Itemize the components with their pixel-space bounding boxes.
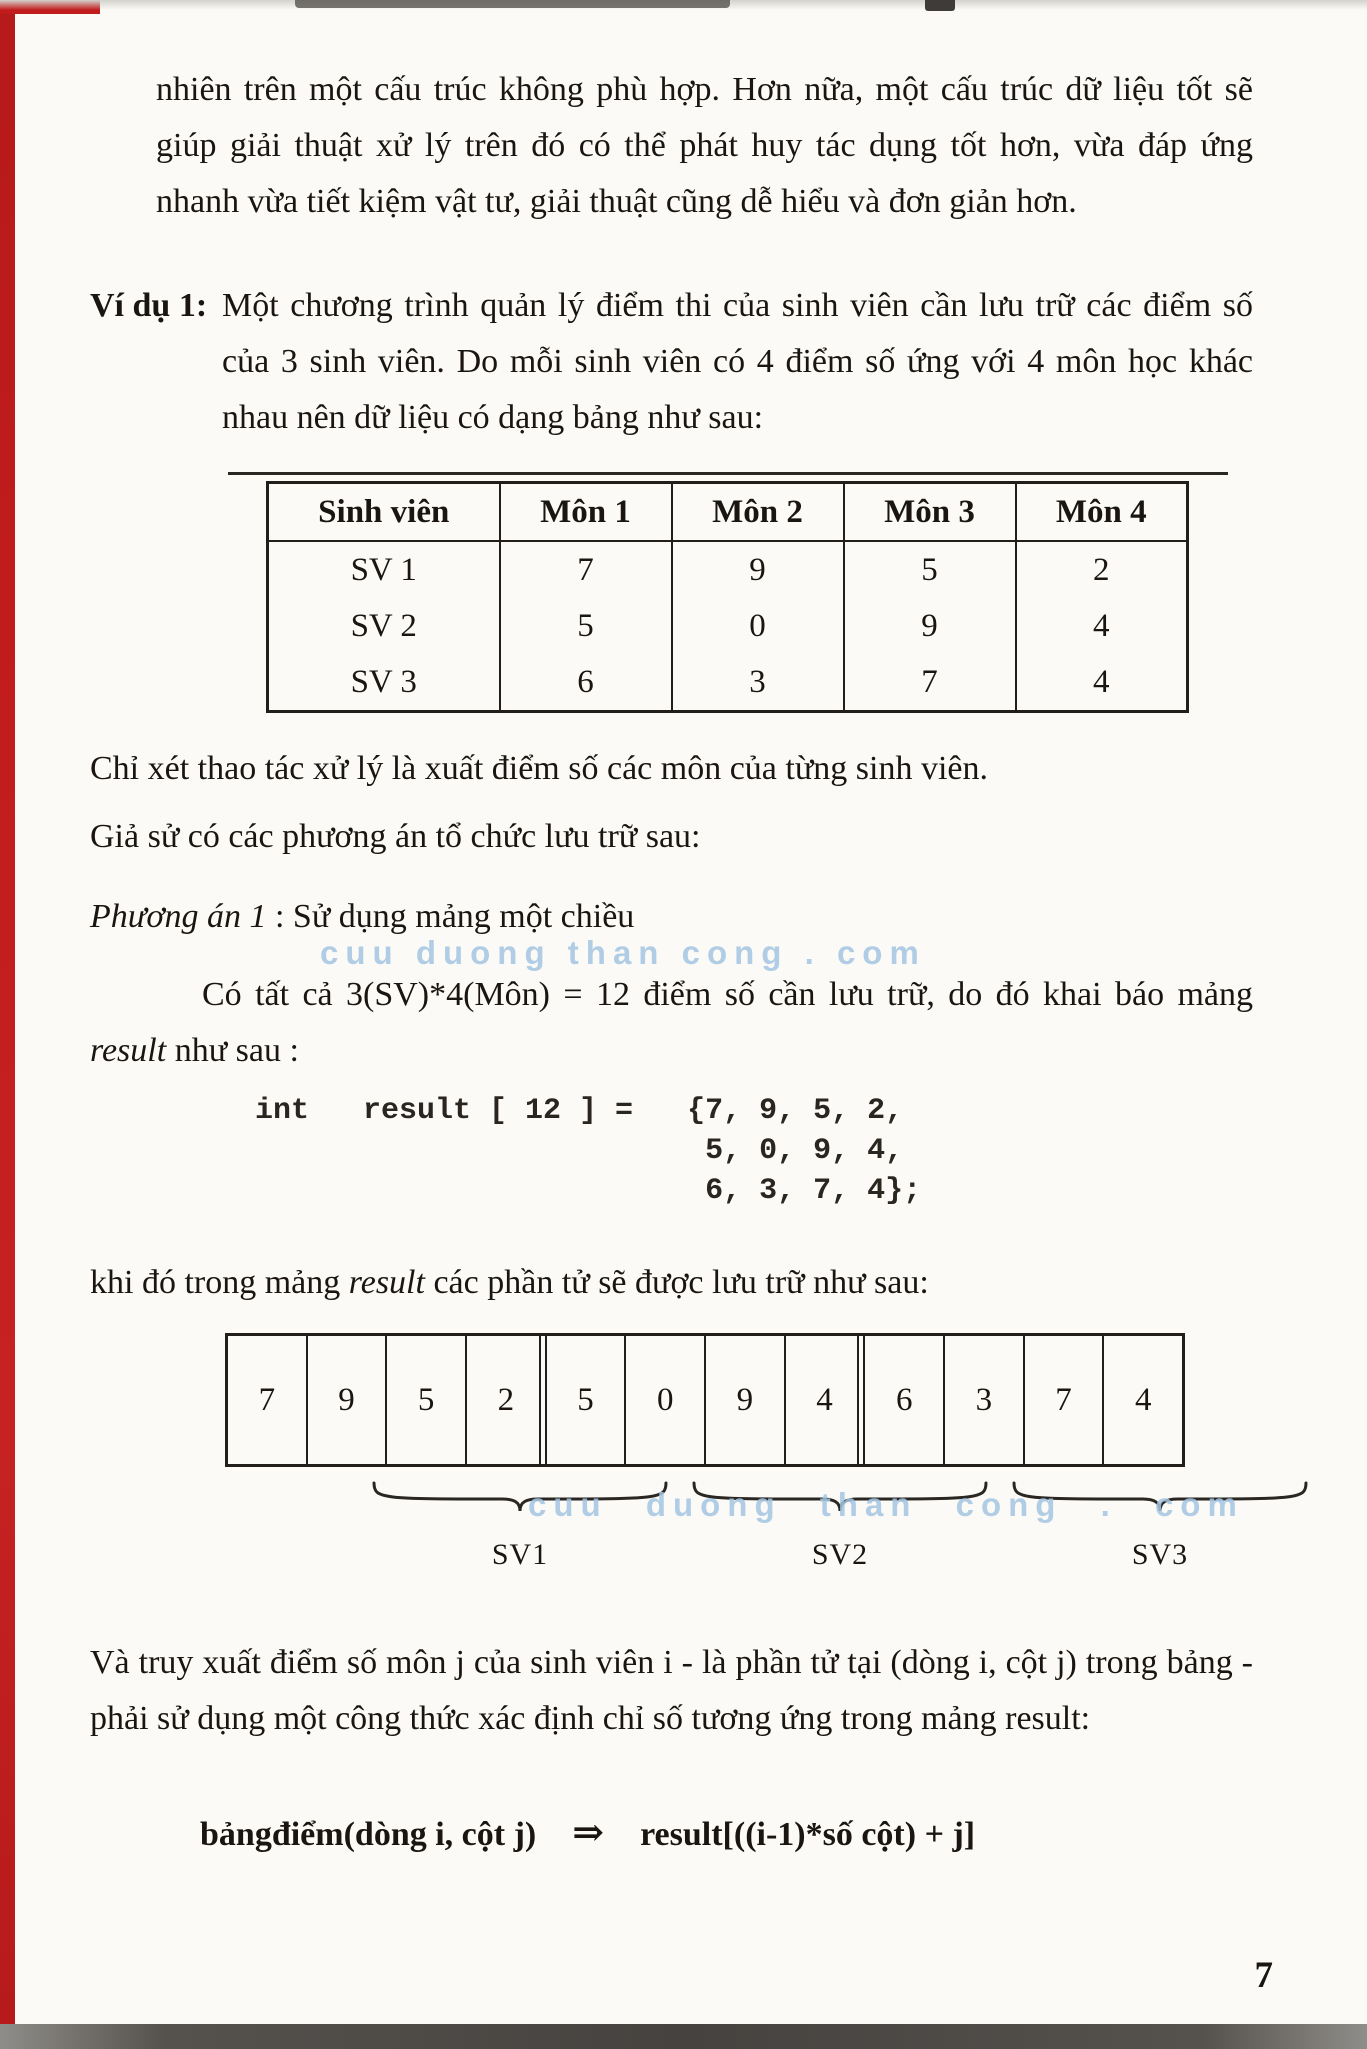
cell-sv: SV 2: [268, 598, 500, 654]
array-cell: 5: [545, 1336, 625, 1464]
table-header-row: [268, 483, 1188, 542]
when-stored-pre: khi đó trong mảng: [90, 1264, 349, 1301]
note-line-2: Giả sử có các phương án tổ chức lưu trữ sau:: [90, 818, 701, 855]
when-stored-line: [90, 1255, 1253, 1311]
formula-right: result[((i-1)*số cột) + j]: [640, 1816, 976, 1853]
result-word: result: [90, 1032, 167, 1069]
example-body: Một chương trình quản lý điểm thi của sinh viên cần lưu trữ các điểm số của 3 sinh viên. Do mỗi sinh viên có 4 điểm số ứng với 4 môn học khác nhau nên dữ liệu có dạng bảng như sau:: [222, 287, 1253, 436]
group-label-sv1: SV1: [491, 1538, 549, 1571]
array-cell: 0: [624, 1336, 704, 1464]
cell-score: 4: [1016, 598, 1188, 654]
array-cells: [225, 1333, 1185, 1467]
array-diagram: [225, 1333, 1244, 1583]
table-row: [268, 598, 1188, 654]
intro-paragraph: nhiên trên một cấu trúc không phù hợp. Hơn nữa, một cấu trúc dữ liệu tốt sẽ giúp giải thuật xử lý trên đó có thể phát huy tác dụng tốt hơn, vừa đáp ứng nhanh vừa tiết kiệm vật tư, giải thuật cũng dễ hiểu và đơn giản hơn.: [156, 71, 1253, 220]
array-cell: 3: [943, 1336, 1023, 1464]
array-cell: 2: [465, 1336, 545, 1464]
array-cell: 7: [1023, 1336, 1103, 1464]
array-cell: 4: [784, 1336, 864, 1464]
header-mon-4: Môn 4: [1016, 483, 1188, 542]
watermark-text: cuu duong than cong . com: [320, 934, 926, 971]
cell-score: 0: [672, 598, 844, 654]
cell-score: 5: [500, 598, 672, 654]
cell-score: 3: [672, 654, 844, 712]
cell-score: 2: [1016, 541, 1188, 598]
table-row: [268, 541, 1188, 598]
score-table: [266, 481, 1189, 713]
cell-score: 6: [500, 654, 672, 712]
header-mon-2: Môn 2: [672, 483, 844, 542]
cell-score: 4: [1016, 654, 1188, 712]
when-stored-post: các phần tử sẽ được lưu trữ như sau:: [424, 1264, 929, 1301]
array-cell: 6: [863, 1336, 943, 1464]
scan-top-smudge-small: [925, 0, 955, 11]
array-cell: 9: [704, 1336, 784, 1464]
index-formula: [200, 1805, 1253, 1863]
cell-score: 9: [672, 541, 844, 598]
plan-1-rest: : Sử dụng mảng một chiều: [266, 898, 635, 935]
header-sinh-vien: Sinh viên: [268, 483, 500, 542]
scan-top-smudge: [295, 0, 730, 8]
array-cell: 7: [258, 1382, 276, 1418]
array-cell: 5: [385, 1336, 465, 1464]
access-paragraph: Và truy xuất điểm số môn j của sinh viên i - là phần tử tại (dòng i, cột j) trong bảng - phải sử dụng một công thức xác định chỉ số tương ứng trong mảng result:: [90, 1644, 1253, 1737]
array-cell: 9: [306, 1336, 386, 1464]
declare-pre: Có tất cả 3(SV)*4(Môn) = 12 điểm số cần lưu trữ, do đó khai báo mảng: [202, 976, 1253, 1013]
example-1-block: [90, 278, 1253, 446]
code-block: [255, 1091, 1253, 1211]
group-label-sv3: SV3: [1131, 1538, 1189, 1571]
cell-sv: SV 3: [268, 654, 500, 712]
underbraces-row: [360, 1481, 1320, 1523]
cell-score: 7: [500, 541, 672, 598]
scan-edge-left-red-strip: [0, 0, 15, 2049]
formula-left: bảngđiểm(dòng i, cột j): [200, 1816, 537, 1853]
scan-ghost-line: [228, 472, 1228, 475]
code-line-1: int result [ 12 ] = {7, 9, 5, 2,: [255, 1094, 904, 1128]
cell-sv: SV 1: [268, 541, 500, 598]
header-mon-3: Môn 3: [844, 483, 1016, 542]
table-row: [268, 654, 1188, 712]
cell-score: 5: [844, 541, 1016, 598]
header-mon-1: Môn 1: [500, 483, 672, 542]
array-cell: 4: [1102, 1336, 1182, 1464]
code-line-3: 6, 3, 7, 4};: [705, 1174, 922, 1208]
plan-1-name: Phương án 1: [90, 898, 267, 935]
page-content: [90, 62, 1253, 1863]
code-line-2: 5, 0, 9, 4,: [705, 1134, 904, 1168]
scan-bottom-bar: [0, 2024, 1367, 2049]
cell-score: 7: [844, 654, 1016, 712]
watermark-text: cuu duong than cong . com: [528, 1486, 1244, 1523]
page-number: 7: [1254, 1955, 1273, 1996]
group-labels-row: [360, 1527, 1320, 1583]
example-label: Ví dụ 1:: [90, 287, 208, 324]
double-arrow-icon: ⇒: [572, 1812, 605, 1854]
cell-score: 9: [844, 598, 1016, 654]
note-line-1: Chỉ xét thao tác xử lý là xuất điểm số các môn của từng sinh viên.: [90, 750, 988, 787]
group-label-sv2: SV2: [811, 1538, 869, 1571]
declare-post: như sau :: [166, 1032, 299, 1069]
result-word: result: [348, 1264, 425, 1301]
declare-paragraph: [90, 934, 1253, 1079]
